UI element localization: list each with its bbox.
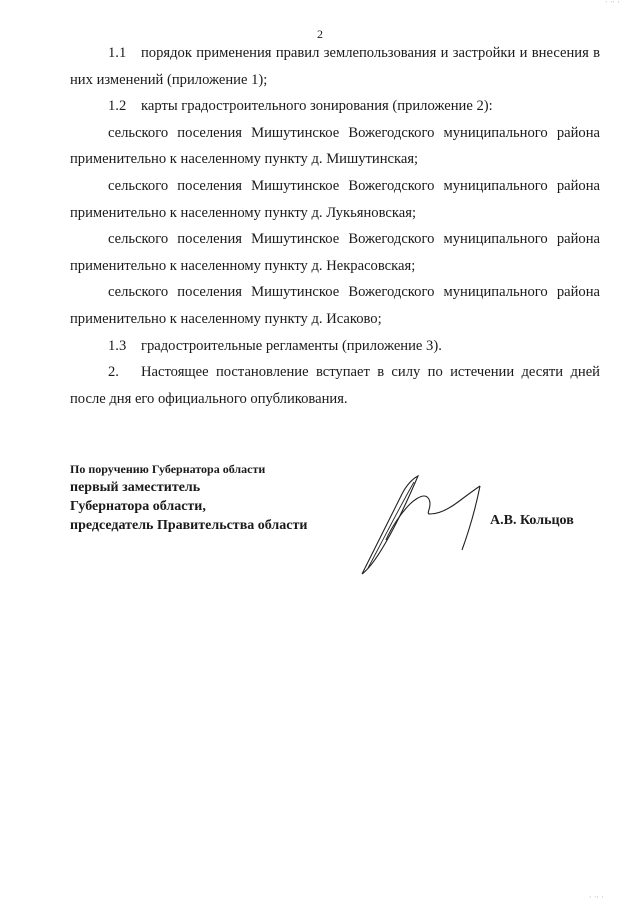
paragraph-map-mishutinskaya: сельского поселения Мишутинское Вожегодского муниципального района применительно к населенному пункту д. Мишутинская; xyxy=(70,124,600,168)
paragraph-1-2 xyxy=(70,93,600,120)
item-number: 1.3 xyxy=(108,337,127,354)
paragraph-1-3 xyxy=(70,333,600,360)
signatory-line-3: Губернатора области, xyxy=(70,499,206,514)
signatory-line-1: По поручению Губернатора области xyxy=(70,462,266,476)
corner-mark-top: ' '' ' xyxy=(605,0,620,8)
paragraph-text: порядок применения правил землепользования и застройки и внесения в них изменений (приложение 1); xyxy=(70,45,600,88)
paragraph-map-isakovo: сельского поселения Мишутинское Вожегодского муниципального района применительно к населенному пункту д. Исаково; xyxy=(70,284,600,327)
paragraph-2 xyxy=(70,359,600,412)
signatory-title-block xyxy=(70,461,307,535)
document-body xyxy=(70,40,600,412)
paragraph-map-lukyanovskaya: сельского поселения Мишутинское Вожегодского муниципального района применительно к населенному пункту д. Лукьяновская; xyxy=(70,177,600,221)
paragraph-text: градостроительные регламенты (приложение 3). xyxy=(141,337,442,354)
item-number: 1.2 xyxy=(108,98,127,115)
paragraph-1-1 xyxy=(70,40,600,93)
paragraph-map-nekrasovskaya: сельского поселения Мишутинское Вожегодского муниципального района применительно к населенному пункту д. Некрасовская; xyxy=(70,231,600,274)
item-number: 2. xyxy=(108,364,119,381)
page-number: 2 xyxy=(317,27,323,41)
handwritten-signature-icon xyxy=(340,470,500,580)
corner-mark-bottom: ' '' ' xyxy=(589,895,604,903)
item-number: 1.1 xyxy=(108,45,127,61)
paragraph-text: карты градостроительного зонирования (приложение 2): xyxy=(141,98,493,115)
signatory-line-4: председатель Правительства области xyxy=(70,518,308,533)
signatory-line-2: первый заместитель xyxy=(70,480,201,495)
paragraph-text: Настоящее постановление вступает в силу по истечении десяти дней после дня его официального опубликования. xyxy=(70,364,600,407)
signatory-name: А.В. Кольцов xyxy=(490,513,574,528)
